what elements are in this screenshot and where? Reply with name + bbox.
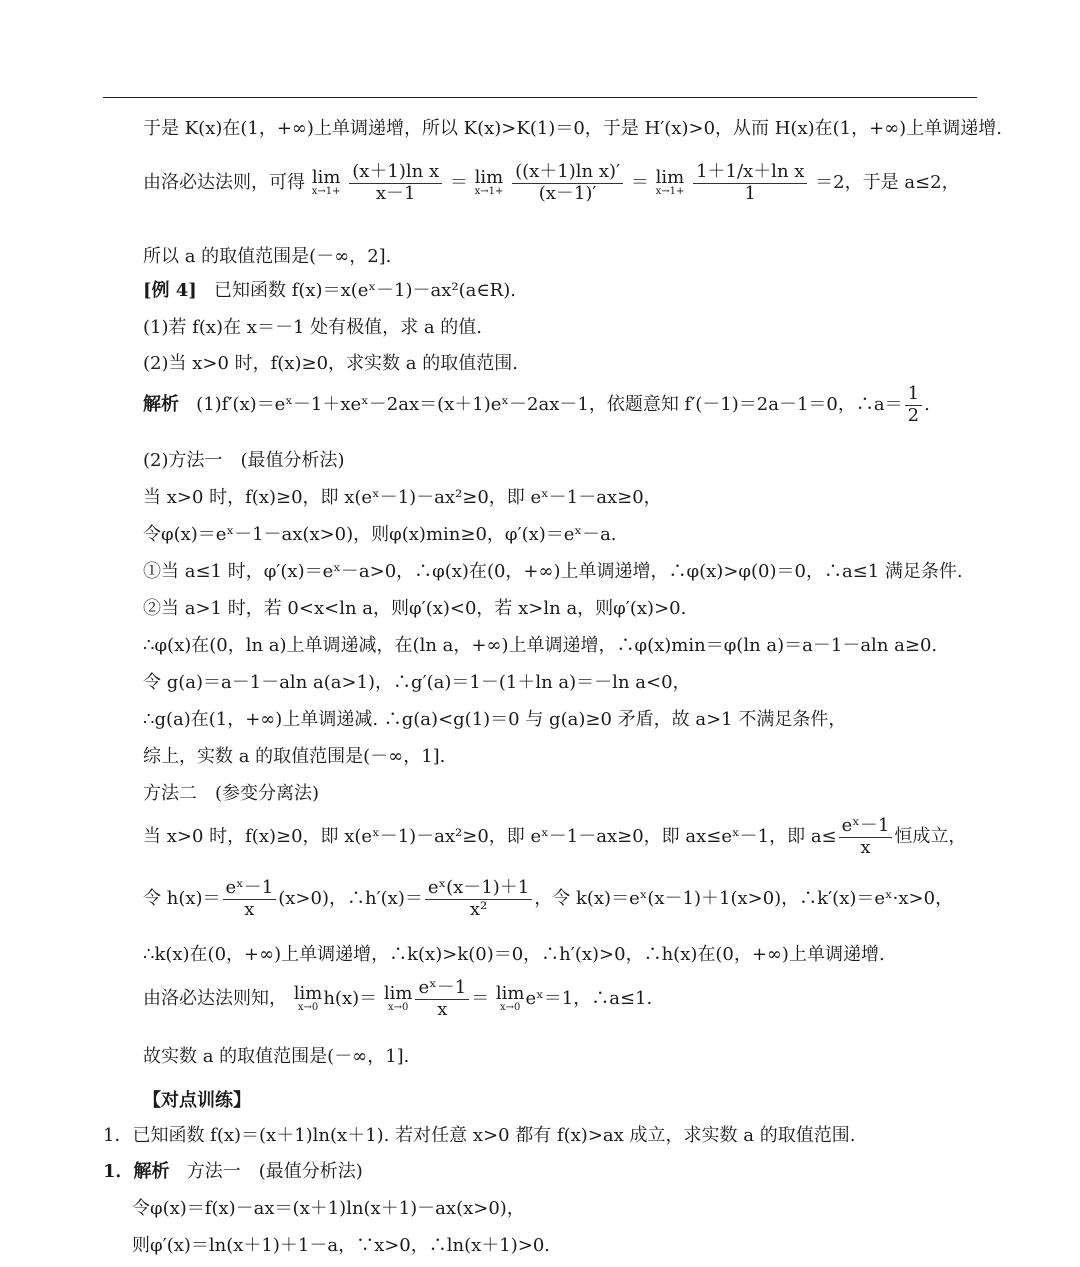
fraction-hpx: $\frac{\text{eˣ(x－1)＋1}}{\text{x²}}$: [425, 878, 532, 920]
limit-1: lim x→1+: [311, 167, 341, 198]
training-solution-b: 则φ′(x)＝ln(x＋1)＋1－a，∵x>0，∴ln(x＋1)>0.: [132, 1235, 551, 1256]
training-heading: 【对点训练】: [143, 1090, 251, 1111]
range-a-2: 所以 a 的取值范围是(－∞，2].: [143, 246, 392, 267]
method-1-line-d: ②当 a>1 时，若 0<x<ln a，则φ′(x)<0，若 x>ln a，则φ′(x)>0.: [143, 598, 687, 619]
fraction-half: $\frac{1}{2}$: [905, 384, 922, 426]
header-rule: [103, 97, 977, 98]
question-2: (2)当 x>0 时，f(x)≥0，求实数 a 的取值范围.: [143, 353, 518, 374]
method-2-line-c: ∴k(x)在(0，+∞)上单调递增，∴k(x)>k(0)＝0，∴h′(x)>0，∴h(x)在(0，+∞)上单调递增.: [143, 944, 885, 965]
method-2-line-a: 当 x>0 时，f(x)≥0，即 x(eˣ－1)－ax²≥0，即 eˣ－1－ax≥0，即 ax≤eˣ－1，即 a≤ $\frac{\text{eˣ－1}}{x}$ 恒成立，: [143, 815, 967, 858]
training-solution-a: 令φ(x)＝f(x)－ax＝(x＋1)ln(x＋1)－ax(x>0)，: [132, 1198, 525, 1219]
method-1-line-f: 令 g(a)＝a－1－aln a(a>1)，∴g′(a)＝1－(1＋ln a)＝－ln a<0，: [143, 672, 691, 693]
fraction-3: $\frac{\text{1＋1/x＋ln x}}{1}$: [693, 162, 807, 204]
limit-4: lim x→0: [293, 983, 323, 1014]
method-1-line-e: ∴φ(x)在(0，ln a)上单调递减，在(ln a，+∞)上单调递增，∴φ(x)min＝φ(ln a)＝a－1－aln a≥0.: [143, 635, 938, 656]
question-1: (1)若 f(x)在 x＝－1 处有极值，求 a 的值.: [143, 317, 483, 338]
method-1-line-c: ①当 a≤1 时，φ′(x)＝eˣ－a>0，∴φ(x)在(0，+∞)上单调递增，∴φ(x)>φ(0)＝0，∴a≤1 满足条件.: [143, 561, 963, 582]
fraction-hx: $\frac{\text{eˣ－1}}{x}$: [223, 878, 277, 920]
example-4: [例 4] 已知函数 f(x)＝x(eˣ－1)－ax²(a∈R).: [143, 280, 516, 301]
method-1-line-a: 当 x>0 时，f(x)≥0，即 x(eˣ－1)－ax²≥0，即 eˣ－1－ax≥0，: [143, 487, 662, 508]
method-2-lhopital: 由洛必达法则知， lim x→0 h(x)＝ lim x→0 $\frac{\text{eˣ－1}}{x}$ ＝ lim x→0 eˣ＝1，∴a≤1.: [143, 977, 653, 1020]
limit-5: lim x→0: [383, 983, 413, 1014]
method-2-heading: 方法二 (参变分离法): [143, 783, 320, 804]
fraction-2: $\frac{\text{((x＋1)ln x)′}}{(x-1)'}$: [512, 162, 623, 204]
fraction-ex-minus-1: $\frac{\text{eˣ－1}}{x}$: [839, 816, 893, 858]
lhopital-line-1: 由洛必达法则，可得 lim x→1+ $\frac{\text{(x＋1)ln x}}{x-1}$ ＝ lim x→1+ $\frac{\text{((x＋1)ln x)′}}{(x-1)'}$ ＝ lim x→1+ $\frac{\text{1＋1/x＋ln x}}{1}$ ＝2，于是 a≤2，: [143, 161, 960, 204]
training-solution-head: 1．解析 方法一 (最值分析法): [103, 1161, 363, 1182]
training-problem-1: 1．已知函数 f(x)＝(x＋1)ln(x＋1). 若对任意 x>0 都有 f(x)>ax 成立，求实数 a 的取值范围.: [103, 1125, 856, 1146]
fraction-limit: $\frac{\text{eˣ－1}}{x}$: [415, 978, 469, 1020]
limit-3: lim x→1+: [655, 167, 685, 198]
method-1-line-b: 令φ(x)＝eˣ－1－ax(x>0)，则φ(x)min≥0，φ′(x)＝eˣ－a.: [143, 524, 617, 545]
text-line-k-increasing: 于是 K(x)在(1，+∞)上单调递增，所以 K(x)>K(1)＝0，于是 H′(x)>0，从而 H(x)在(1，+∞)上单调递增.: [143, 118, 1002, 139]
limit-6: lim x→0: [495, 983, 525, 1014]
fraction-1: $\frac{\text{(x＋1)ln x}}{x-1}$: [349, 162, 442, 204]
method-2-line-b: 令 h(x)＝ $\frac{\text{eˣ－1}}{x}$ (x>0)，∴h′(x)＝ $\frac{\text{eˣ(x－1)＋1}}{\text{x²}}$ ，令 k(x)＝eˣ(x－1)＋1(x>0)，∴k′(x)＝eˣ·x>0，: [143, 877, 954, 920]
limit-2: lim x→1+: [474, 167, 504, 198]
method-2-conclusion: 故实数 a 的取值范围是(－∞，1].: [143, 1046, 410, 1067]
solution-part-1: 解析 (1)f′(x)＝eˣ－1＋xeˣ－2ax＝(x＋1)eˣ－2ax－1，依题意知 f′(－1)＝2a－1＝0，∴a＝ $\frac{1}{2}$ .: [143, 383, 930, 426]
method-1-heading: (2)方法一 (最值分析法): [143, 450, 345, 471]
method-1-conclusion: 综上，实数 a 的取值范围是(－∞，1].: [143, 746, 446, 767]
method-1-line-g: ∴g(a)在(1，+∞)上单调递减. ∴g(a)<g(1)＝0 与 g(a)≥0 矛盾，故 a>1 不满足条件，: [143, 709, 847, 730]
